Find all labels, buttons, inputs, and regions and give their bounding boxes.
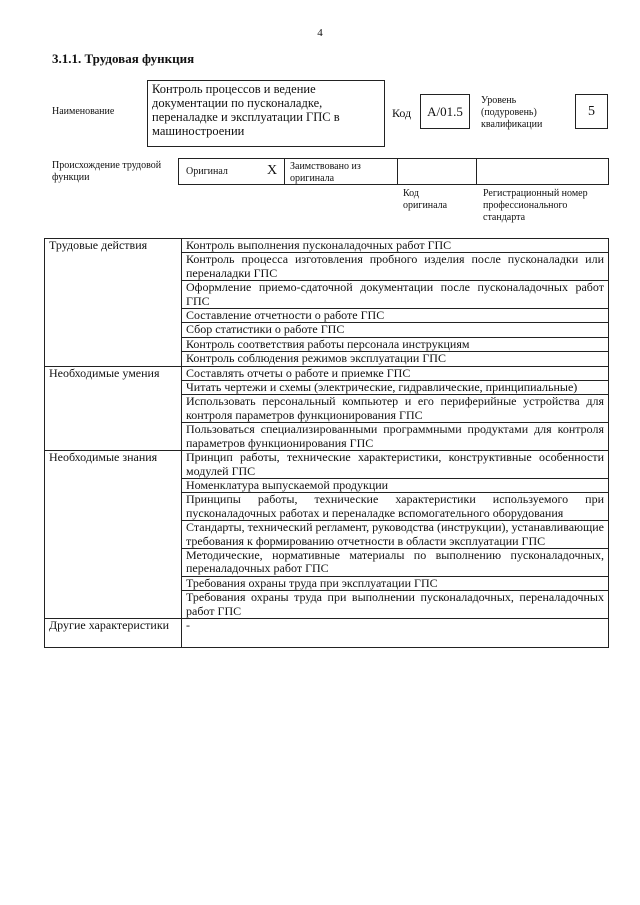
item-cell: Оформление приемо-сдаточной документации после пусконаладочных работ ГПС	[182, 281, 609, 309]
original-cell	[178, 158, 285, 185]
item-cell: Номенклатура выпускаемой продукции	[182, 478, 609, 492]
item-cell: Контроль выполнения пусконаладочных работ ГПС	[182, 239, 609, 253]
item-cell: Контроль соблюдения режимов эксплуатации ГПС	[182, 352, 609, 366]
item-cell: Контроль соответствия работы персонала инструкциям	[182, 337, 609, 351]
code-label: Код	[392, 106, 412, 120]
function-name-value: Контроль процессов и ведение документации по пусконаладке, переналадке и эксплуатации ГПС в машиностроении	[152, 82, 340, 138]
category-cell: Необходимые знания	[45, 451, 182, 619]
level-label: Уровень (подуровень) квалификации	[481, 95, 543, 130]
table-row	[45, 366, 609, 380]
level-box	[575, 94, 608, 129]
item-cell: Пользоваться специализированными программными продуктами для контроля параметров функционирования ГПС	[182, 423, 609, 451]
item-cell: Принцип работы, технические характеристики, конструктивные особенности модулей ГПС	[182, 451, 609, 479]
item-cell: Использовать персональный компьютер и его периферийные устройства для контроля параметров функционирования ГПС	[182, 395, 609, 423]
borrowed-label: Заимствовано из оригинала	[290, 161, 361, 184]
item-cell: Стандарты, технический регламент, руководства (инструкции), устанавливающие требования к формированию отчетности в области эксплуатации ГПС	[182, 521, 609, 549]
item-cell: Сбор статистики о работе ГПС	[182, 323, 609, 337]
item-cell: Контроль процесса изготовления пробного изделия после пусконаладки или переналадки ГПС	[182, 253, 609, 281]
category-cell: Необходимые умения	[45, 366, 182, 450]
borrowed-cell	[284, 158, 398, 185]
item-cell: Требования охраны труда при выполнении пусконаладочных, переналадочных работ ГПС	[182, 591, 609, 619]
section-heading: 3.1.1. Трудовая функция	[52, 51, 195, 66]
item-cell: -	[182, 618, 609, 647]
item-cell: Принципы работы, технические характеристики используемого при пусконаладочных работах и переналадке вспомогательного оборудования	[182, 493, 609, 521]
category-cell: Трудовые действия	[45, 239, 182, 367]
function-name-box	[147, 80, 385, 147]
original-label: Оригинал	[186, 166, 228, 177]
table-row	[45, 451, 609, 479]
item-cell: Составление отчетности о работе ГПС	[182, 309, 609, 323]
item-cell: Читать чертежи и схемы (электрические, гидравлические, принципиальные)	[182, 381, 609, 395]
reg-number-caption: Регистрационный номер профессионального стандарта	[483, 188, 588, 223]
level-value: 5	[588, 104, 595, 119]
original-code-cell	[397, 158, 477, 185]
original-mark: X	[267, 163, 278, 178]
origin-label: Происхождение трудовой функции	[52, 160, 162, 183]
page-number: 4	[317, 27, 323, 39]
item-cell: Требования охраны труда при эксплуатации ГПС	[182, 576, 609, 590]
item-cell: Составлять отчеты о работе и приемке ГПС	[182, 366, 609, 380]
name-label: Наименование	[52, 106, 115, 117]
code-value: А/01.5	[427, 104, 463, 119]
table-row	[45, 239, 609, 253]
reg-number-cell	[476, 158, 609, 185]
original-code-caption: Код оригинала	[403, 188, 448, 211]
item-cell: Методические, нормативные материалы по выполнению пусконаладочных, переналадочных работ ГПС	[182, 548, 609, 576]
table-row	[45, 618, 609, 647]
category-cell: Другие характеристики	[45, 618, 182, 647]
code-box	[420, 94, 470, 129]
function-table	[44, 238, 609, 648]
